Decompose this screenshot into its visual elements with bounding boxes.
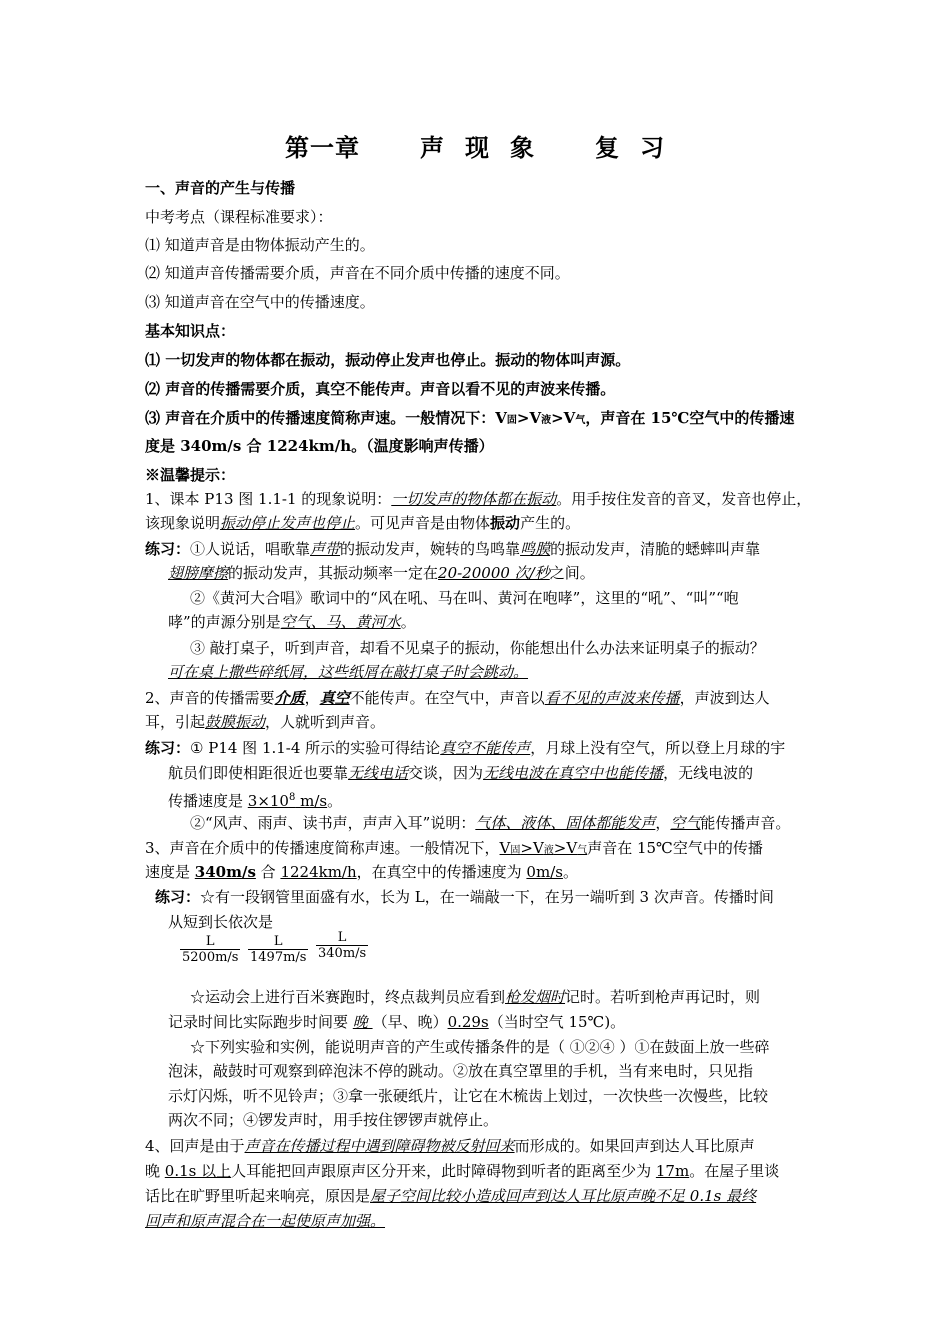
text: ，月球上没有空气，所以登上月球的宇 [530, 739, 786, 757]
text: 的振动发声，清脆的蟋蟀叫声靠 [550, 540, 761, 558]
exercise-1-q3-answer [168, 662, 528, 682]
text: 。 [400, 613, 416, 631]
exercise-3-q3-cont: 示灯闪烁，听不见铃声；③拿一张硬纸片，让它在木梳齿上划过，一次快些一次慢些，比较 [168, 1087, 769, 1105]
text: ⑶ 声音在介质中的传播速度简称声速。一般情况下：V [145, 409, 507, 427]
exercise-label: 练习： [145, 540, 191, 558]
text: 传播速度是 [168, 792, 248, 810]
answer [500, 839, 588, 857]
exercise-2-cont2 [168, 788, 342, 811]
tip-3 [145, 838, 763, 861]
subscript: 固 [506, 415, 517, 426]
answer: 回声和原声混合在一起使原声加强。 [145, 1212, 386, 1230]
text: 。在屋子里谈 [689, 1162, 780, 1180]
text: 航员们即使相距很近也要靠 [168, 764, 349, 782]
answer: 枪发烟时 [505, 988, 566, 1006]
answer: 无线电波在真空中也能传播 [483, 764, 664, 782]
text: 晚 [145, 1162, 165, 1180]
answer: 340m/s [194, 863, 256, 881]
tip-4-cont2 [145, 1186, 756, 1206]
title-char: 现 [465, 133, 490, 162]
text: 。可见声音是由物体 [355, 514, 491, 532]
subscript: 气 [577, 845, 588, 856]
exercise-1 [145, 539, 760, 559]
text: ， [655, 814, 671, 832]
text: >V [520, 839, 544, 857]
text: 能传播声音。 [700, 814, 791, 832]
exercise-2 [145, 738, 785, 758]
exercise-1-cont [168, 563, 595, 583]
text: 耳，引起 [145, 713, 206, 731]
tip-2 [145, 688, 770, 708]
text: 记时。若听到枪声再记时，则 [565, 988, 761, 1006]
title-char: 复 [595, 133, 620, 162]
exercise-2-q2 [190, 813, 790, 833]
answer: 气体、液体、固体都能发声 [475, 814, 656, 832]
answer [248, 792, 327, 810]
text: ，无线电波的 [663, 764, 754, 782]
text: 1、课本 P13 图 1.1-1 的现象说明： [145, 490, 392, 508]
subscript: 气 [575, 415, 586, 426]
fraction [248, 934, 308, 965]
exercise-2-cont [168, 763, 753, 783]
text: ，人就听到声音。 [265, 713, 386, 731]
text: （当时空气 15℃)。 [488, 1013, 626, 1031]
text: 记录时间比实际跑步时间要 [168, 1013, 353, 1031]
answer: 鼓膜振动 [205, 713, 266, 731]
text: >V [551, 409, 576, 427]
text: ， [304, 689, 320, 707]
answer: 翅膀摩擦 [168, 564, 229, 582]
fraction [316, 930, 368, 961]
text: ☆有一段钢管里面盛有水，长为 L，在一端敲一下，在另一端听到 3 次声音。传播时间 [200, 888, 774, 906]
answer: 一切发声的物体都在振动 [391, 490, 557, 508]
answer: 1224km/h [280, 863, 357, 881]
answer: 无线电话 [348, 764, 409, 782]
text: 速度是 [145, 863, 195, 881]
text: 而形成的。如果回声到达人耳比原声 [514, 1137, 755, 1155]
text: 声音在 15℃空气中的传播 [587, 839, 763, 857]
subscript: 液 [543, 845, 554, 856]
tip-3-cont [145, 862, 578, 882]
answer: 空气、马、黄河水 [280, 613, 401, 631]
exercise-3-q2-cont [168, 1012, 625, 1032]
exercise-1-q2: ②《黄河大合唱》歌词中的“风在吼、马在叫、黄河在咆哮”，这里的“吼”、“叫”“咆 [190, 589, 739, 607]
tip-2-cont [145, 712, 385, 732]
tip-1-cont [145, 513, 580, 533]
text: 交谈，因为 [408, 764, 484, 782]
numerator: L [273, 934, 283, 949]
answer: 声带 [310, 540, 341, 558]
basic-point-cont: 度是 340m/s 合 1224km/h。（温度影响声传播） [145, 437, 494, 455]
answer: 真空不能传声 [440, 739, 531, 757]
text: 的振动发声，婉转的鸟鸣靠 [340, 540, 521, 558]
answer: 介质 [274, 689, 305, 707]
answer: 真空 [319, 689, 350, 707]
text: ，声音在 15℃空气中的传播速 [585, 409, 795, 427]
text: ②“风声、雨声、读书声，声声入耳”说明： [190, 814, 476, 832]
answer: 0.29s [447, 1013, 489, 1031]
tips-label: ※温馨提示： [145, 466, 236, 484]
text: >V [516, 409, 542, 427]
text: 产生的。 [520, 514, 581, 532]
basic-point: ⑵ 声音的传播需要介质，真空不能传声。声音以看不见的声波来传播。 [145, 380, 616, 398]
answer: 晚 [352, 1013, 373, 1031]
denominator: 340m/s [318, 946, 367, 961]
text: 该现象说明 [145, 514, 221, 532]
text: >V [553, 839, 578, 857]
basic-point: ⑴ 一切发声的物体都在振动，振动停止发声也停止。振动的物体叫声源。 [145, 351, 631, 369]
exercise-label: 练习： [155, 888, 201, 906]
text: 哮”的声源分别是 [168, 613, 281, 631]
exercise-3-q3-cont: 两次不同；④锣发声时，用手按住锣锣声就停止。 [168, 1111, 499, 1129]
exercise-3-q3-cont: 泡沫，敲鼓时可观察到碎泡沫不停的跳动。②放在真空罩里的手机，当有来电时，只见指 [168, 1062, 754, 1080]
text: 。 [327, 792, 343, 810]
tip-4 [145, 1136, 755, 1156]
numerator: L [337, 930, 347, 945]
text: 2、声音的传播需要 [145, 689, 275, 707]
text: 合 [255, 863, 281, 881]
denominator: 5200m/s [182, 950, 239, 965]
answer: 17m [655, 1162, 690, 1180]
text: 振动 [490, 514, 521, 532]
exam-point: ⑴ 知道声音是由物体振动产生的。 [145, 236, 375, 254]
answer: 看不见的声波来传播 [544, 689, 680, 707]
answer: 可在桌上撒些碎纸屑，这些纸屑在敲打桌子时会跳动。 [168, 663, 529, 681]
exercise-label: 练习： [145, 739, 191, 757]
text: 之间。 [549, 564, 595, 582]
tip-4-cont [145, 1161, 779, 1181]
title-char: 习 [640, 133, 665, 162]
answer: 振动停止发声也停止 [220, 514, 356, 532]
title-char: 象 [510, 133, 535, 162]
exam-point: ⑵ 知道声音传播需要介质，声音在不同介质中传播的速度不同。 [145, 264, 570, 282]
text: ① P14 图 1.1-4 所示的实验可得结论 [190, 739, 441, 757]
answer: 声音在传播过程中遇到障碍物被反射回来 [244, 1137, 515, 1155]
numerator: L [205, 934, 215, 949]
answer: 鸣膜 [520, 540, 551, 558]
title-char: 声 [420, 133, 445, 162]
text: V [499, 839, 511, 857]
subscript: 液 [541, 415, 552, 426]
text: m/s [295, 792, 328, 810]
text: 4、回声是由于 [145, 1137, 245, 1155]
tip-4-cont3 [145, 1211, 385, 1231]
exercise-3-q3: ☆下列实验和实例，能说明声音的产生或传播条件的是（ ①②④ ）①在鼓面上放一些碎 [190, 1038, 770, 1056]
exam-point: ⑶ 知道声音在空气中的传播速度。 [145, 293, 375, 311]
answer: 20-20000 次/秒 [438, 564, 550, 582]
answer: 0.1s 以上 [164, 1162, 232, 1180]
text: 3、声音在介质中的传播速度简称声速。一般情况下， [145, 839, 500, 857]
text: 人耳能把回声跟原声区分开来，此时障碍物到听者的距离至少为 [231, 1162, 656, 1180]
section-heading: 一、声音的产生与传播 [145, 179, 296, 197]
fraction [180, 934, 240, 965]
exercise-3-cont: 从短到长依次是 [168, 913, 274, 931]
text: ☆运动会上进行百米赛跑时，终点裁判员应看到 [190, 988, 506, 1006]
subscript: 固 [510, 845, 521, 856]
basic-point [145, 408, 794, 431]
text: （早、晚） [372, 1013, 448, 1031]
answer: 0m/s [526, 863, 563, 881]
answer: 空气 [670, 814, 701, 832]
page-title [0, 128, 950, 163]
tip-1 [145, 489, 811, 509]
text: 。用手按住发音的音叉，发音也停止， [556, 490, 812, 508]
exercise-1-q2-cont [168, 612, 416, 632]
basic-label: 基本知识点： [145, 322, 236, 340]
text: ①人说话，唱歌靠 [190, 540, 311, 558]
text: 的振动发声，其振动频率一定在 [228, 564, 439, 582]
text: 。 [562, 863, 578, 881]
text: 3×10 [247, 792, 289, 810]
exercise-3 [155, 887, 774, 907]
text: ，声波到达人 [679, 689, 770, 707]
superscript: 8 [288, 792, 296, 803]
text: 不能传声。在空气中，声音以 [349, 689, 545, 707]
exercise-1-q3: ③ 敲打桌子，听到声音，却看不见桌子的振动，你能想出什么办法来证明桌子的振动？ [190, 639, 765, 657]
text: 话比在旷野里听起来响亮，原因是 [145, 1187, 371, 1205]
denominator: 1497m/s [250, 950, 307, 965]
exam-points-label: 中考考点（课程标准要求）： [145, 208, 333, 226]
answer: 屋子空间比较小造成回声到达人耳比原声晚不足 0.1s 最终 [370, 1187, 757, 1205]
exercise-3-q2 [190, 987, 760, 1007]
text: ，在真空中的传播速度为 [356, 863, 527, 881]
title-chapter: 第一章 [285, 133, 360, 162]
